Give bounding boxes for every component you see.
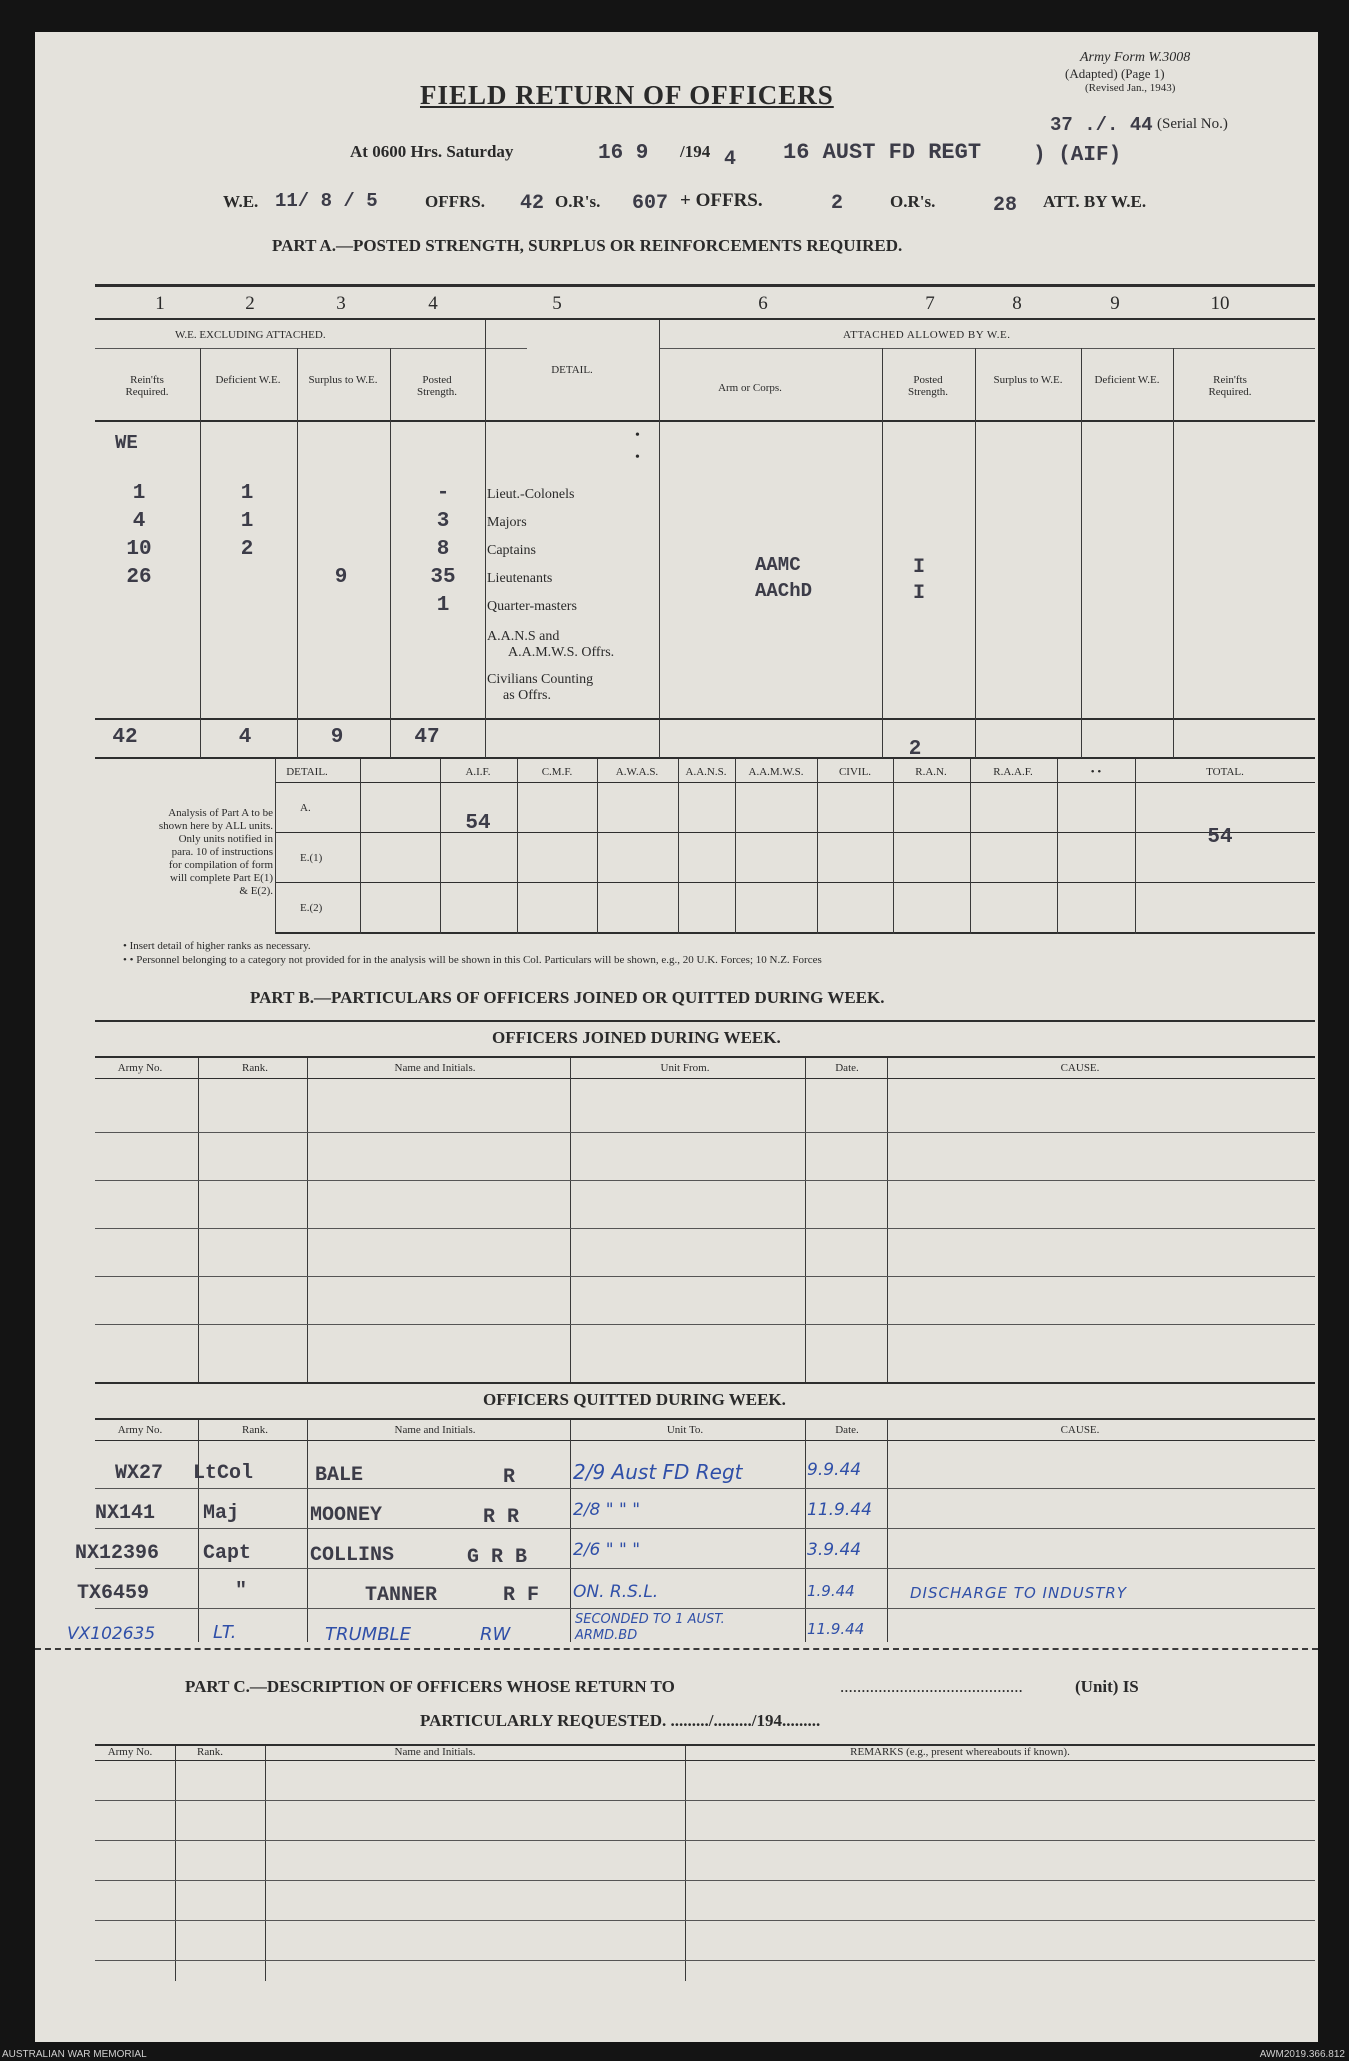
analysis-note: Analysis of Part A to be shown here by ALL units. Only units notified in para. 10 of instructions for compilation of form will complete Part E(1) & E(2). — [158, 807, 273, 897]
quitted-hdr-rank: Rank. — [242, 1424, 268, 1436]
part-a-row-detail: Civilians Counting — [487, 672, 594, 687]
part-c-line1-prefix: PART C.—DESCRIPTION OF OFFICERS WHOSE RETURN TO — [185, 1677, 675, 1696]
plus-offrs-value: 2 — [831, 192, 844, 215]
an-hdr-aans: A.A.N.S. — [685, 766, 727, 778]
an-row-a-aif: 54 — [465, 812, 491, 835]
joined-title: OFFICERS JOINED DURING WEEK. — [492, 1028, 781, 1047]
hdr-arm-corps: Arm or Corps. — [718, 382, 782, 394]
part-a-title: PART A.—POSTED STRENGTH, SURPLUS OR REINFORCEMENTS REQUIRED. — [272, 236, 903, 255]
total-posted: 47 — [414, 726, 440, 749]
ors-label: O.R's. — [555, 192, 601, 211]
col-num-10: 10 — [1210, 293, 1230, 314]
header-bottom-rule — [95, 420, 1315, 422]
right-group-rule — [659, 348, 1315, 349]
col-num-1: 1 — [155, 293, 165, 314]
quitted-hdr-cause: CAUSE. — [1060, 1424, 1100, 1436]
an-hdr-awas: A.W.A.S. — [615, 766, 659, 778]
col-num-3: 3 — [336, 293, 346, 314]
attached-arm: AAMC — [755, 554, 801, 576]
hdr-reinfts-required: Rein'fts Required. — [125, 374, 169, 398]
quitted-hdr-army-no: Army No. — [117, 1424, 163, 1436]
part-c-hdr-remarks: REMARKS (e.g., present whereabouts if known). — [850, 1746, 1070, 1758]
part-b-title: PART B.—PARTICULARS OF OFFICERS JOINED OR QUITTED DURING WEEK. — [250, 988, 885, 1007]
an-hdr-civil: CIVIL. — [838, 766, 872, 778]
an-hdr-other: • • — [1090, 766, 1102, 778]
joined-hdr-unit-from: Unit From. — [660, 1062, 710, 1074]
right-group-header: ATTACHED ALLOWED BY W.E. — [843, 329, 1011, 341]
col-num-4: 4 — [428, 293, 438, 314]
total-deficient: 4 — [238, 726, 252, 749]
part-a-row-detail: A.A.M.W.S. Offrs. — [508, 645, 615, 660]
footer-left: AUSTRALIAN WAR MEMORIAL — [2, 2049, 147, 2060]
unit-name: 16 AUST FD REGT — [783, 140, 982, 165]
part-c-hdr-name: Name and Initials. — [394, 1746, 476, 1758]
plus-ors-label: O.R's. — [890, 192, 936, 211]
form-id-line1: Army Form W.3008 — [1080, 50, 1191, 65]
footnote-1: • Insert detail of higher ranks as necessary. — [123, 940, 311, 952]
col-num-9: 9 — [1110, 293, 1120, 314]
joined-hdr-army-no: Army No. — [117, 1062, 163, 1074]
an-hdr-aamws: A.A.M.W.S. — [748, 766, 804, 778]
joined-hdr-rank: Rank. — [242, 1062, 268, 1074]
cut-line — [35, 1648, 1318, 1650]
left-group-rule — [95, 348, 527, 349]
an-row-label: E.(2) — [300, 902, 323, 914]
hdr-deficient-we: Deficient W.E. — [215, 374, 281, 386]
part-c-line1-suffix: (Unit) IS — [1075, 1677, 1139, 1696]
quitted-title: OFFICERS QUITTED DURING WEEK. — [483, 1390, 786, 1409]
year-prefix: /194 — [680, 142, 711, 161]
total-attached-posted: 2 — [908, 738, 922, 761]
quitted-hdr-date: Date. — [835, 1424, 859, 1436]
part-a-top-rule — [95, 284, 1315, 287]
col-num-2: 2 — [245, 293, 255, 314]
an-hdr-aif: A.I.F. — [465, 766, 491, 778]
hdr-att-posted-strength: Posted Strength. — [907, 374, 949, 398]
an-row-a-total: 54 — [1207, 826, 1233, 849]
offrs-value: 42 — [520, 192, 545, 215]
hdr-att-deficient: Deficient W.E. — [1094, 374, 1160, 386]
plus-offrs-label: + OFFRS. — [680, 190, 763, 211]
year-digit: 4 — [724, 148, 737, 171]
part-a-row-detail: A.A.N.S and — [487, 629, 560, 644]
return-date: 16 9 — [598, 142, 649, 165]
quitted-hdr-unit-to: Unit To. — [666, 1424, 704, 1436]
hdr-surplus-we: Surplus to W.E. — [308, 374, 378, 386]
at-hours-label: At 0600 Hrs. Saturday — [350, 142, 514, 161]
an-hdr-cmf: C.M.F. — [541, 766, 573, 778]
part-a-row-detail: as Offrs. — [503, 688, 551, 703]
part-c-dots: ........................................... — [840, 1677, 1023, 1696]
form-sheet: Army Form W.3008 (Adapted) (Page 1) (Revised Jan., 1943) FIELD RETURN OF OFFICERS 37 ./. 44 (Serial No.) At 0600 Hrs. Saturday 16 9 /194 4 16 AUST FD REGT ) (AIF) W.E. 11/ 8 / 5 OFFRS. 42 O.R's. 607 + OFFRS. 2 O.R's. 28 ATT. BY W.E. PART A.—POSTED STRENGTH, SURPLUS OR REINFORCEMENTS REQUIRED. 1 2 3 4 5 6 7 8 9 10 W.E. EXCLUDING ATTACHED. ATTACHED ALLOWED BY W.E. Rein'fts Required. Deficient W.E. Surplus to W.E. Posted Strength. DETAIL. Arm or Corps. Posted Strength. Surplus to W.E. Deficient W.E. Rein'fts Required. WE • • 1 1 - Lieut.-Colonels 4 1 3 Majors 10 2 8 Captains 26 9 35 Lieutenants 1 Quarter-masters A.A.N.S and A.A.M.W.S. Offrs. Civilians Counting as Offrs. AAMC AAChD I I 42 4 9 47 2 Analysis of Part A to be shown here by ALL units. Only units notified in para. 10 of instructions for compilation of form will complete Part E(1) & E(2). DETAIL. A.I.F. C.M.F. A.W.A.S. A.A.N.S. A.A.M.W.S. CIVIL. R.A.N. R.A.A.F. • • TOTAL. A. 54 54 E.(1) E.(2) • Insert detail of higher ranks as necessary. • • Personnel belonging to a category not provided for in the analysis will be shown in this Col. Particulars will be shown, e.g., 20 U.K. Forces; 10 N.Z. Forces PART B.—PARTICULARS OF OFFICERS JOINED OR QUITTED DURING WEEK. OFFICERS JOINED DURING WEEK. Army No. Rank. Name and Initials. Unit From. Date. CAUSE. OFFICERS QUITTED DURING WEEK. Army No. Rank. Name and Initials. Unit To. Date. CAUSE. WX27 LtCol BALE R 2/9 Aust FD Regt 9.9.44 NX141 Maj MOONEY R R 2/8 " " " 11.9.44 NX12396 Capt COLLINS G R B 2/6 " " " 3.9.44 TX6459 " TANNER R F ON. R.S.L. 1.9.44 DISCHARGE TO INDUSTRY VX102635 LT. TRUMBLE RW SECONDED TO 1 AUST. ARMD.BD 11.9.44 PART C.—DESCRIPTION OF OFFICERS WHOSE RETURN TO ........................................... (Unit) IS PARTICULARLY REQUESTED. ........./........./194......... Army No. Rank. Name and Initials. REMARKS (e.g., present whereabouts if known). — [35, 32, 1318, 2042]
offrs-label: OFFRS. — [425, 192, 485, 211]
footer-right: AWM2019.366.812 — [1259, 2049, 1345, 2060]
we-label: W.E. — [223, 192, 259, 211]
we-mark: WE — [115, 432, 138, 454]
attached-posted: I — [913, 582, 926, 605]
part-c-hdr-rank: Rank. — [197, 1746, 223, 1758]
col-number-rule — [95, 318, 1315, 320]
hdr-att-reinfts: Rein'fts Required. — [1208, 374, 1252, 398]
an-row-label: A. — [300, 802, 311, 814]
serial-label: (Serial No.) — [1157, 116, 1228, 132]
form-id-line3: (Revised Jan., 1943) — [1085, 82, 1176, 94]
an-row-label: E.(1) — [300, 852, 323, 864]
total-reinfts: 42 — [112, 726, 138, 749]
an-hdr-raaf: R.A.A.F. — [993, 766, 1033, 778]
joined-hdr-name: Name and Initials. — [394, 1062, 476, 1074]
hdr-posted-strength: Posted Strength. — [416, 374, 458, 398]
footnote-2: • • Personnel belonging to a category not provided for in the analysis will be shown in this Col. Particulars will be shown, e.g., 20 U.K. Forces; 10 N.Z. Forces — [123, 954, 822, 966]
quitted-hdr-name: Name and Initials. — [394, 1424, 476, 1436]
part-c-line2: PARTICULARLY REQUESTED. ........./........./194......... — [420, 1711, 821, 1730]
col-num-6: 6 — [758, 293, 768, 314]
left-group-header: W.E. EXCLUDING ATTACHED. — [175, 329, 326, 341]
att-by-we-label: ATT. BY W.E. — [1043, 192, 1147, 211]
an-hdr-ran: R.A.N. — [915, 766, 947, 778]
plus-ors-value: 28 — [993, 194, 1018, 217]
totals-bottom-rule — [95, 757, 1315, 759]
an-hdr-total: TOTAL. — [1206, 766, 1244, 778]
form-title: FIELD RETURN OF OFFICERS — [420, 80, 834, 110]
part-c-hdr-army-no: Army No. — [107, 1746, 153, 1758]
an-hdr-detail: DETAIL. — [286, 766, 328, 778]
form-id-line2: (Adapted) (Page 1) — [1065, 66, 1165, 81]
ors-value: 607 — [632, 192, 669, 215]
joined-hdr-date: Date. — [835, 1062, 859, 1074]
hdr-att-surplus: Surplus to W.E. — [993, 374, 1063, 386]
serial-value: 37 ./. 44 — [1050, 114, 1153, 136]
joined-hdr-cause: CAUSE. — [1060, 1062, 1100, 1074]
hdr-detail: DETAIL. — [551, 364, 593, 376]
col-num-7: 7 — [925, 293, 935, 314]
we-value: 11/ 8 / 5 — [275, 190, 378, 212]
unit-suffix: ) (AIF) — [1033, 144, 1122, 167]
col-num-5: 5 — [552, 293, 562, 314]
col-num-8: 8 — [1012, 293, 1022, 314]
attached-posted: I — [913, 556, 926, 579]
totals-top-rule — [95, 718, 1315, 720]
attached-arm: AAChD — [755, 580, 813, 602]
total-surplus: 9 — [330, 726, 344, 749]
